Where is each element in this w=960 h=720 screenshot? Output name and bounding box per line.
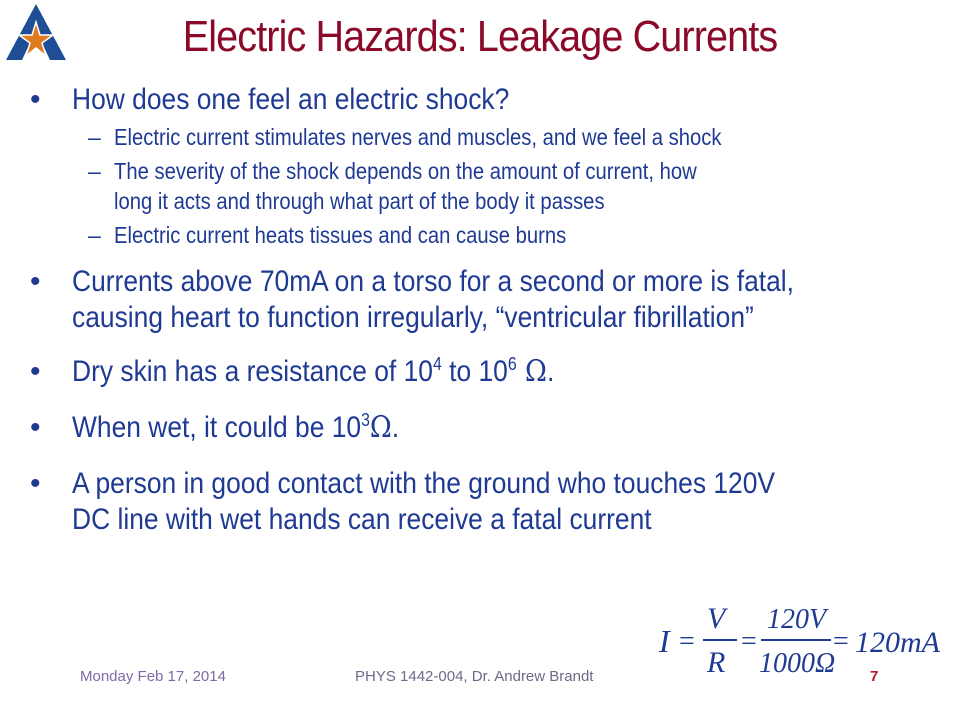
ohm-symbol: Ω [369,410,392,445]
formula-denominator: 1000Ω [759,648,836,679]
bullet-wet-skin: • When wet, it could be $10^3\Omega$. [30,410,400,445]
formula-equals: = [741,626,757,657]
footer-course: PHYS 1442-004, Dr. Andrew Brandt [355,668,594,685]
bullet-dot: • [30,355,41,388]
formula-numerator: 120V [767,604,827,635]
formula-result: 120mA [855,626,940,659]
bullet-dot: • [30,411,41,444]
formula-current: I [659,623,670,659]
bullet-dot: • [30,265,41,298]
slide-body [30,82,930,538]
bullet-dot: • [30,83,41,116]
subbullet-severity: – The severity of the shock depends on the amount of current, how long it acts and through what part of the body it passes [88,158,697,214]
slide-title: Electric Hazards: Leakage Currents [182,12,778,61]
bullet-dot: • [30,467,41,500]
bullet-fatal-current: • Currents above 70mA on a torso for a second or more is fatal, causing heart to function irregularly, “ventricular fibrillation” [30,265,794,334]
page-number: 7 [870,668,879,685]
subbullet-burns: – Electric current heats tissues and can cause burns [88,222,567,248]
dash: – [88,158,101,184]
subbullet-stimulates: – Electric current stimulates nerves and muscles, and we feel a shock [88,124,722,150]
bullet-person-ground: • A person in good contact with the ground who touches 120V DC line with wet hands can receive a fatal current [30,467,776,536]
formula-equals: = [833,626,849,657]
formula-equals: = [679,626,695,657]
bullet-dry-skin: • Dry skin has a resistance of $10^4$ to $10^6$ Ω. [30,354,555,389]
bullet-shock-question: • How does one feel an electric shock? [30,83,510,116]
dash: – [88,222,101,248]
dash: – [88,124,101,150]
formula-resistance: R [707,646,726,679]
footer-date: Monday Feb 17, 2014 [80,668,226,685]
ohms-law-formula [655,600,945,680]
ohm-symbol: Ω [516,354,547,389]
formula-voltage: V [707,602,726,635]
